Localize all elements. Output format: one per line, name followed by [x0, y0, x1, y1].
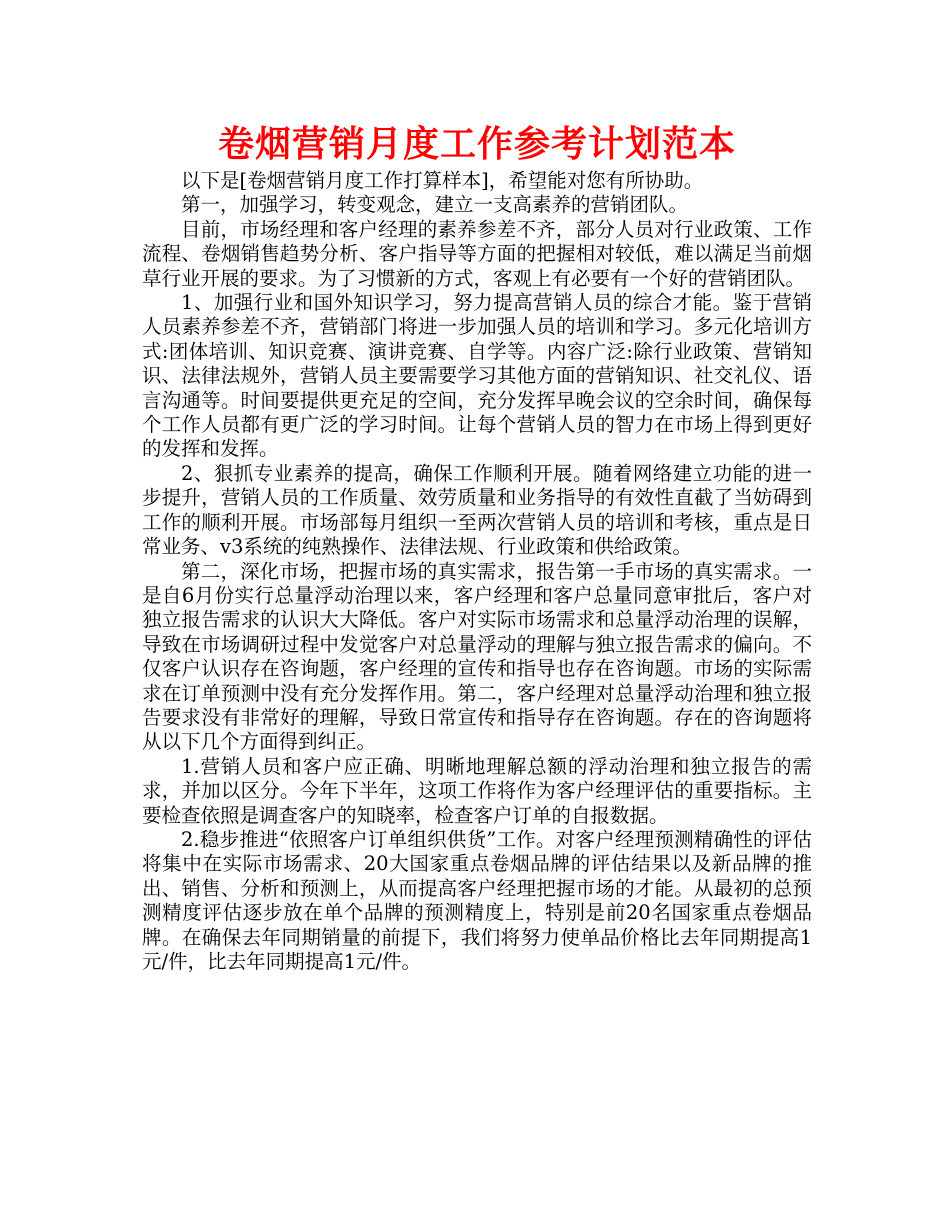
body-paragraph: 2、狠抓专业素养的提高，确保工作顺利开展。随着网络建立功能的进一步提升，营销人员的工作质量、效劳质量和业务指导的有效性直截了当妨碍到工作的顺利开展。市场部每月组织一至两次营销人员的培训和考核，重点是日常业务、v3系统的纯熟操作、法律法规、行业政策和供给政策。	[142, 461, 812, 559]
body-paragraph: 1.营销人员和客户应正确、明晰地理解总额的浮动治理和独立报告的需求，并加以区分。今年下半年，这项工作将作为客户经理评估的重要指标。主要检查依照是调查客户的知晓率，检查客户订单的自报数据。	[142, 754, 812, 827]
intro-paragraph: 以下是[卷烟营销月度工作打算样本]，希望能对您有所协助。	[181, 169, 704, 192]
body-paragraph: 1、加强行业和国外知识学习，努力提高营销人员的综合才能。鉴于营销人员素养参差不齐，营销部门将进一步加强人员的培训和学习。多元化培训方式:团体培训、知识竞赛、演讲竞赛、自学等。内容广泛:除行业政策、营销知识、法律法规外，营销人员主要需要学习其他方面的营销知识、社交礼仪、语言沟通等。时间要提供更充足的空间，充分发挥早晚会议的空余时间，确保每个工作人员都有更广泛的学习时间。让每个营销人员的智力在市场上得到更好的发挥和发挥。	[142, 291, 812, 461]
section-two-paragraph: 第二，深化市场，把握市场的真实需求，报告第一手市场的真实需求。一是自6月份实行总量浮动治理以来，客户经理和客户总量同意审批后，客户对独立报告需求的认识大大降低。客户对实际市场需求和总量浮动治理的误解，导致在市场调研过程中发觉客户对总量浮动的理解与独立报告需求的偏向。不仅客户认识存在咨询题，客户经理的宣传和指导也存在咨询题。市场的实际需求在订单预测中没有充分发挥作用。第二，客户经理对总量浮动治理和独立报告要求没有非常好的理解，导致日常宣传和指导存在咨询题。存在的咨询题将从以下几个方面得到纠正。	[142, 559, 812, 754]
document-page	[142, 121, 812, 974]
document-title: 卷烟营销月度工作参考计划范本	[217, 124, 736, 165]
body-paragraph: 目前，市场经理和客户经理的素养参差不齐，部分人员对行业政策、工作流程、卷烟销售趋势分析、客户指导等方面的把握相对较低，难以满足当前烟草行业开展的要求。为了习惯新的方式，客观上有必要有一个好的营销团队。	[142, 217, 812, 290]
section-one-heading: 第一，加强学习，转变观念，建立一支高素养的营销团队。	[181, 193, 689, 217]
body-paragraph: 2.稳步推进“依照客户订单组织供货”工作。对客户经理预测精确性的评估将集中在实际市场需求、20大国家重点卷烟品牌的评估结果以及新品牌的推出、销售、分析和预测上，从而提高客户经理把握市场的才能。从最初的总预测精度评估逐步放在单个品牌的预测精度上，特别是前20名国家重点卷烟品牌。在确保去年同期销量的前提下，我们将努力使单品价格比去年同期提高1元/件，比去年同期提高1元/件。	[142, 827, 812, 973]
